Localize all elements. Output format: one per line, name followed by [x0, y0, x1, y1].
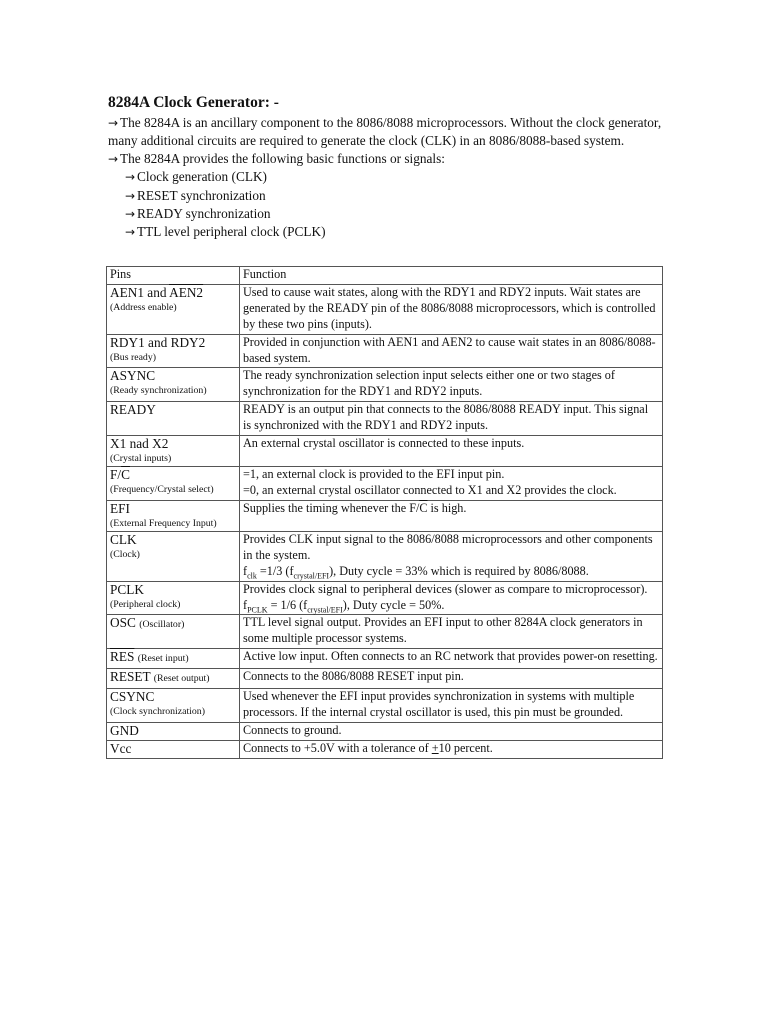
function-item: → READY synchronization [108, 205, 664, 223]
pin-cell: EFI (External Frequency Input) [107, 500, 240, 531]
table-row [107, 436, 663, 467]
pin-cell: $F/\overline{C}$ (Frequency/Crystal select) [107, 467, 240, 501]
table-row [107, 649, 663, 669]
table-row [107, 741, 663, 759]
arrow-icon: → [108, 116, 119, 130]
table-row [107, 581, 663, 615]
pin-cell: Vcc [107, 741, 240, 759]
table-header-row [107, 267, 663, 285]
table-row [107, 368, 663, 402]
pin-cell: CLK (Clock) [107, 531, 240, 581]
function-cell: Used whenever the EFI input provides synchronization in systems with multiple processors. If the internal crystal oscillator is used, this pin must be grounded. [240, 689, 663, 723]
function-cell: Connects to +5.0V with a tolerance of +10 percent. [240, 741, 663, 759]
arrow-icon: → [108, 151, 119, 166]
table-row [107, 284, 663, 334]
function-cell: =1, an external clock is provided to the EFI input pin. =0, an external crystal oscillator connected to X1 and X2 provides the clock. [240, 467, 663, 501]
page-title: 8284A Clock Generator: - [108, 94, 279, 111]
table-row [107, 467, 663, 501]
pin-cell: READY [107, 402, 240, 436]
function-item: → RESET synchronization [108, 187, 664, 205]
intro-paragraph-1: → The 8284A is an ancillary component to the 8086/8088 microprocessors. Without the clock generator, many additional circuits are required to generate the clock (CLK) in an 8086/8088-based system. [108, 115, 662, 149]
table-row [107, 723, 663, 741]
header-function: Function [240, 267, 663, 285]
table-row [107, 402, 663, 436]
pin-function-table [106, 266, 663, 759]
arrow-icon: → [125, 225, 136, 240]
function-cell: Connects to ground. [240, 723, 663, 741]
pin-cell: GND [107, 723, 240, 741]
function-cell: Connects to the 8086/8088 RESET input pin. [240, 669, 663, 689]
table-row [107, 500, 663, 531]
table-row [107, 689, 663, 723]
pin-cell: RDY1 and RDY2 (Bus ready) [107, 334, 240, 368]
function-cell: TTL level signal output. Provides an EFI input to other 8284A clock generators in some multiple processor systems. [240, 615, 663, 649]
arrow-icon: → [125, 188, 136, 203]
function-cell: Supplies the timing whenever the $F/\overline{C}$ is high. [240, 500, 663, 531]
function-cell: An external crystal oscillator is connected to these inputs. [240, 436, 663, 467]
function-cell: Provided in conjunction with AEN1 and AEN2 to cause wait states in an 8086/8088-based system. [240, 334, 663, 368]
function-cell: The ready synchronization selection input selects either one or two stages of synchronization for the RDY1 and RDY2 inputs. [240, 368, 663, 402]
header-pins: Pins [107, 267, 240, 285]
function-cell: Used to cause wait states, along with the RDY1 and RDY2 inputs. Wait states are generated by the READY pin of the 8086/8088 microprocessors, which is controlled by these two pins (inputs). [240, 284, 663, 334]
function-cell: READY is an output pin that connects to the 8086/8088 READY input. This signal is synchronized with the RDY1 and RDY2 inputs. [240, 402, 663, 436]
arrow-icon: → [125, 207, 136, 222]
pin-cell: AEN1 and AEN2 (Address enable) [107, 284, 240, 334]
function-cell: Active low input. Often connects to an RC network that provides power-on resetting. [240, 649, 663, 669]
arrow-icon: → [125, 170, 136, 185]
pin-cell: X1 nad X2 (Crystal inputs) [107, 436, 240, 467]
table-row [107, 531, 663, 581]
pin-cell: $\overline{RES}$ (Reset input) [107, 649, 240, 669]
pin-cell: CSYNC (Clock synchronization) [107, 689, 240, 723]
document-page [108, 94, 664, 242]
function-cell: Provides CLK input signal to the 8086/8088 microprocessors and other components in the system. $f_{clk} =1/3$ $(f_{crystal/EFI})$, Duty cycle = 33% which is required by 8086/8088. [240, 531, 663, 581]
function-cell: Provides clock signal to peripheral devices (slower as compare to microprocessor). $f_{PCLK} = 1/6$ $(f_{crystal/EFI})$, Duty cycle = 50%. [240, 581, 663, 615]
table-row [107, 615, 663, 649]
intro-paragraph-2: → The 8284A provides the following basic functions or signals: [108, 150, 664, 168]
pin-cell: PCLK (Peripheral clock) [107, 581, 240, 615]
table-row [107, 334, 663, 368]
function-item: → Clock generation (CLK) [108, 168, 664, 186]
pin-cell: OSC (Oscillator) [107, 615, 240, 649]
function-item: → TTL level peripheral clock (PCLK) [108, 223, 664, 241]
pin-cell: ASYNC (Ready synchronization) [107, 368, 240, 402]
pin-cell: RESET (Reset output) [107, 669, 240, 689]
table-row [107, 669, 663, 689]
